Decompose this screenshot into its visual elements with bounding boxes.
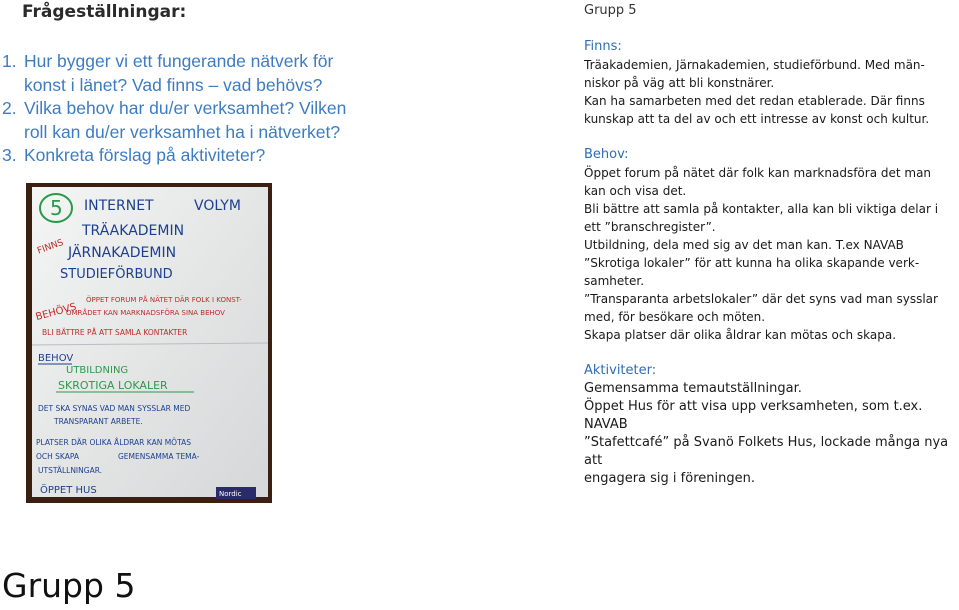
question-number: 2. bbox=[2, 98, 17, 118]
section-label: Finns: bbox=[584, 39, 622, 54]
text-line: engagera sig i föreningen. bbox=[584, 471, 755, 486]
photo-text: 5 bbox=[50, 196, 63, 220]
text-line: Gemensamma temautställningar. bbox=[584, 381, 802, 396]
text-line: kan och visa det. bbox=[584, 184, 687, 198]
finns-section bbox=[584, 38, 959, 128]
photo-text: STUDIEFÖRBUND bbox=[60, 267, 173, 282]
aktiviteter-section bbox=[584, 362, 959, 488]
text-line: ”Stafettcafé” på Svanö Folkets Hus, lockade många nya att bbox=[584, 435, 949, 468]
text-line: niskor på väg att bli konstnärer. bbox=[584, 76, 775, 90]
photo-text: GEMENSAMMA TEMA- bbox=[118, 452, 200, 461]
question-number: 1. bbox=[2, 51, 17, 71]
question-item bbox=[0, 50, 380, 97]
photo-text: OMRÅDET KAN MARKNADSFÖRA SINA BEHOV bbox=[66, 309, 225, 317]
photo-text: INTERNET bbox=[84, 198, 154, 214]
photo-text: ÖPPET FORUM PÅ NÄTET DÄR FOLK I KONST- bbox=[86, 296, 242, 304]
photo-text: BLI BÄTTRE PÅ ATT SAMLA KONTAKTER bbox=[42, 328, 188, 337]
question-line: konst i länet? Vad finns – vad behövs? bbox=[24, 74, 323, 95]
photo-text: JÄRNAKADEMIN bbox=[68, 245, 177, 261]
text-line: ett ”branschregister”. bbox=[584, 220, 716, 234]
section-label: Behov: bbox=[584, 147, 629, 162]
question-line: Konkreta förslag på aktiviteter? bbox=[24, 145, 266, 165]
photo-text: OCH SKAPA bbox=[36, 452, 80, 461]
text-line: med, för besökare och möten. bbox=[584, 310, 766, 324]
questions-list bbox=[0, 50, 380, 168]
flipchart-photo bbox=[26, 183, 272, 503]
behov-section bbox=[584, 146, 959, 344]
section-label: Aktiviteter: bbox=[584, 363, 657, 378]
photo-text: UTSTÄLLNINGAR. bbox=[38, 466, 103, 475]
photo-text: TRÄAKADEMIN bbox=[82, 223, 185, 239]
photo-text: Nordic bbox=[219, 490, 242, 498]
text-line: ”Transparanta arbetslokaler” där det syns vad man sysslar bbox=[584, 292, 938, 306]
text-line: kunskap att ta del av och ett intresse av konst och kultur. bbox=[584, 112, 930, 126]
photo-text: DET SKA SYNAS VAD MAN SYSSLAR MED bbox=[38, 404, 191, 413]
photo-text: UTBILDNING bbox=[66, 365, 129, 376]
photo-text: TRANSPARANT ARBETE. bbox=[54, 417, 143, 426]
text-line: Öppet Hus för att visa upp verksamheten, som t.ex. NAVAB bbox=[584, 399, 923, 432]
photo-text: ÖPPET HUS bbox=[40, 485, 97, 496]
text-line: Skapa platser där olika åldrar kan mötas och skapa. bbox=[584, 328, 897, 342]
photo-text: BEHOV bbox=[38, 353, 74, 364]
photo-text: FINNS bbox=[36, 237, 65, 257]
photo-text: SKROTIGA LOKALER bbox=[58, 379, 168, 392]
question-line: Hur bygger vi ett fungerande nätverk för bbox=[24, 51, 334, 71]
question-line: roll kan du/er verksamhet ha i nätverket? bbox=[24, 121, 341, 142]
text-line: Bli bättre att samla på kontakter, alla kan bli viktiga delar i bbox=[584, 202, 939, 216]
question-item bbox=[0, 144, 380, 168]
group-label: Grupp 5 bbox=[584, 3, 637, 18]
page-title: Grupp 5 bbox=[2, 566, 136, 605]
text-line: Öppet forum på nätet där folk kan marknadsföra det man bbox=[584, 166, 932, 180]
question-number: 3. bbox=[2, 145, 17, 165]
questions-heading: Frågeställningar: bbox=[22, 2, 187, 22]
photo-text: BEHÖVS bbox=[34, 301, 78, 324]
text-line: Träakademien, Järnakademien, studieförbund. Med män- bbox=[584, 58, 925, 72]
text-line: Kan ha samarbeten med det redan etablerade. Där finns bbox=[584, 94, 925, 108]
photo-text: PLATSER DÄR OLIKA ÅLDRAR KAN MÖTAS bbox=[36, 438, 191, 447]
text-line: Utbildning, dela med sig av det man kan. T.ex NAVAB bbox=[584, 238, 904, 252]
question-item bbox=[0, 97, 380, 144]
text-line: ”Skrotiga lokaler” för att kunna ha olika skapande verk- bbox=[584, 256, 920, 270]
text-line: samheter. bbox=[584, 274, 645, 288]
photo-text: VOLYM bbox=[194, 198, 241, 214]
question-line: Vilka behov har du/er verksamhet? Vilken bbox=[24, 98, 347, 118]
